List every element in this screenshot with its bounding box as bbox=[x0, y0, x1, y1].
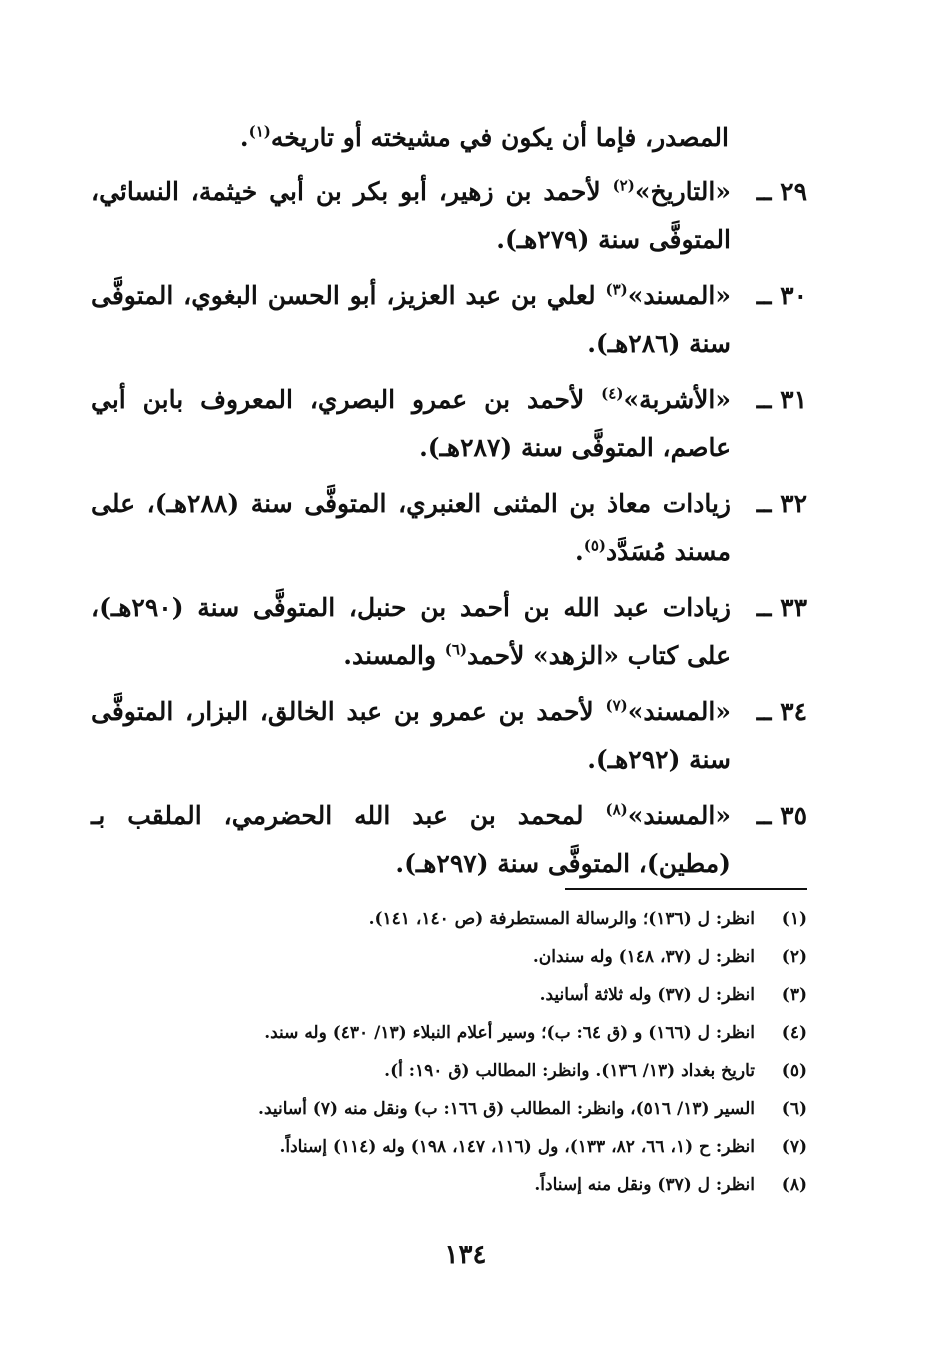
entry-text-rest: لأحمد بن عمرو البصري، المعروف بابن أبي عاصم، المتوفَّى سنة (٢٨٧هـ). bbox=[91, 385, 731, 462]
entries-list bbox=[87, 168, 807, 896]
footnote bbox=[87, 1090, 807, 1128]
footnote-ref: (٧) bbox=[605, 696, 628, 715]
entry-text-start: «المسند» bbox=[627, 281, 731, 310]
footnote-number: (٨) bbox=[781, 1175, 807, 1195]
entry-text-start: «التاريخ» bbox=[634, 177, 731, 206]
footnote-ref: (٦) bbox=[444, 640, 468, 659]
list-item bbox=[87, 272, 807, 376]
footnote-ref: (٤) bbox=[601, 384, 624, 403]
footnote bbox=[87, 900, 807, 938]
footnote bbox=[87, 1014, 807, 1052]
entry-number: ٣٠ ــ bbox=[756, 281, 807, 310]
opening-line-end: . bbox=[239, 123, 249, 152]
footnote bbox=[87, 1128, 807, 1166]
list-item bbox=[87, 376, 807, 480]
entry-number: ٣١ ــ bbox=[756, 385, 807, 414]
entry-number: ٢٩ ــ bbox=[756, 177, 807, 206]
footnote-ref: (٣) bbox=[605, 280, 628, 299]
footnote-number: (٥) bbox=[781, 1061, 807, 1081]
footnote-ref: (٥) bbox=[583, 536, 606, 555]
opening-line bbox=[240, 116, 729, 160]
entry-text bbox=[91, 272, 731, 368]
footnote-text: انظر: ل (٣٧) وله ثلاثة أسانيد. bbox=[539, 985, 755, 1005]
list-item bbox=[87, 792, 807, 896]
entry-text-rest: والمسند. bbox=[343, 641, 445, 670]
entry-text-rest: لأحمد بن عمرو بن عبد الخالق، البزار، المتوفَّى سنة (٢٩٢هـ). bbox=[91, 697, 731, 774]
entry-text bbox=[91, 584, 731, 680]
footnote bbox=[87, 938, 807, 976]
entry-text-start: «المسند» bbox=[627, 697, 731, 726]
entry-text-rest: . bbox=[574, 537, 584, 566]
entry-number: ٣٢ ــ bbox=[756, 489, 807, 518]
footnote-divider bbox=[565, 888, 807, 890]
entry-text-start: زيادات معاذ بن المثنى العنبري، المتوفَّى سنة (٢٨٨هـ)، على مسند مُسَدَّد bbox=[91, 489, 731, 566]
footnote-ref: (٨) bbox=[605, 800, 628, 819]
footnote bbox=[87, 976, 807, 1014]
footnote-number: (٦) bbox=[781, 1099, 807, 1119]
footnote-text: تاريخ بغداد (١٣/ ١٣٦). وانظر: المطالب (ق ١٩٠: أ). bbox=[384, 1061, 755, 1081]
list-item bbox=[87, 688, 807, 792]
list-item bbox=[87, 168, 807, 272]
page-number: ١٣٤ bbox=[444, 1240, 487, 1270]
entry-text-rest: لمحمد بن عبد الله الحضرمي، الملقب بـ (مطين)، المتوفَّى سنة (٢٩٧هـ). bbox=[91, 801, 731, 878]
footnote-number: (٤) bbox=[781, 1023, 807, 1043]
entry-number: ٣٥ ــ bbox=[756, 801, 807, 830]
entry-text-rest: لعلي بن عبد العزيز، أبو الحسن البغوي، المتوفَّى سنة (٢٨٦هـ). bbox=[91, 281, 731, 358]
footnote-number: (٣) bbox=[781, 985, 807, 1005]
footnote-text: انظر: ل (١٦٦) و (ق ٦٤: ب)؛ وسير أعلام النبلاء (١٣/ ٤٣٠) وله سند. bbox=[264, 1023, 755, 1043]
footnote-text: انظر: ح (١، ٦٦، ٨٢، ١٣٣)، ول (١١٦، ١٤٧، ١٩٨) وله (١١٤) إسناداً. bbox=[279, 1137, 755, 1157]
list-item bbox=[87, 584, 807, 688]
footnote-text: انظر: ل (٣٧، ١٤٨) وله سندان. bbox=[532, 947, 755, 967]
footnote-number: (٢) bbox=[781, 947, 807, 967]
entry-number: ٣٣ ــ bbox=[756, 593, 807, 622]
footnote-ref: (١) bbox=[248, 122, 271, 141]
footnote-ref: (٢) bbox=[612, 176, 635, 195]
footnote-number: (١) bbox=[781, 909, 807, 929]
entry-text-start: «المسند» bbox=[627, 801, 731, 830]
entry-text bbox=[91, 480, 731, 576]
entry-text-start: «الأشربة» bbox=[623, 385, 731, 414]
footnote-text: انظر: ل (٣٧) ونقل منه إسناداً. bbox=[534, 1175, 755, 1195]
entry-text bbox=[91, 688, 731, 784]
footnote bbox=[87, 1166, 807, 1204]
entry-text-rest: لأحمد بن زهير، أبو بكر بن أبي خيثمة، النسائي، المتوفَّى سنة (٢٧٩هـ). bbox=[91, 177, 731, 254]
entry-text bbox=[91, 792, 731, 888]
footnote-number: (٧) bbox=[781, 1137, 807, 1157]
entry-text-start: زيادات عبد الله بن أحمد بن حنبل، المتوفَّى سنة (٢٩٠هـ)، على كتاب «الزهد» لأحمد bbox=[91, 593, 731, 670]
entry-text bbox=[91, 168, 731, 264]
footnote-text: السير (١٣/ ٥١٦)، وانظر: المطالب (ق ١٦٦: ب) ونقل منه (٧) أسانيد. bbox=[258, 1099, 755, 1119]
opening-line-text: المصدر، فإما أن يكون في مشيخته أو تاريخه bbox=[270, 123, 729, 152]
list-item bbox=[87, 480, 807, 584]
entry-text bbox=[91, 376, 731, 472]
footnote-text: انظر: ل (١٣٦)؛ والرسالة المستطرفة (ص ١٤٠، ١٤١). bbox=[368, 909, 755, 929]
footnotes-list bbox=[87, 900, 807, 1204]
entry-number: ٣٤ ــ bbox=[756, 697, 807, 726]
footnote bbox=[87, 1052, 807, 1090]
